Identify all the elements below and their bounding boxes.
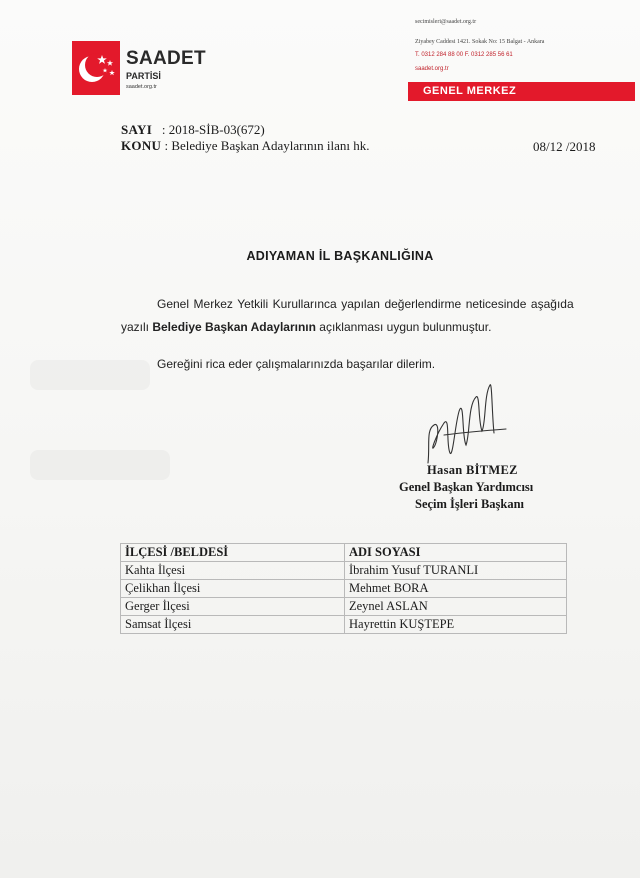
contact-address: Ziyabey Caddesi 1421. Sokak No: 15 Balgat - Ankara [415, 39, 545, 45]
column-header-district: İLÇESİ /BELDESİ [121, 544, 345, 562]
brand-name: SAADET [126, 48, 206, 69]
contact-phone: T. 0312 284 88 00 F. 0312 285 56 61 [415, 52, 513, 58]
p1-suffix: açıklanması uygun bulunmuştur. [315, 320, 492, 334]
district-cell: Kahta İlçesi [121, 562, 345, 580]
signer-title-2: Seçim İşleri Başkanı [415, 497, 525, 511]
candidate-cell: Zeynel ASLAN [345, 598, 567, 616]
contact-email: secimisleri@saadet.org.tr [415, 19, 477, 25]
paragraph-2: Gereğini rica eder çalışmalarınızda başarılar dilerim. [157, 357, 436, 371]
party-logo [72, 41, 120, 95]
candidate-cell: İbrahim Yusuf TURANLI [345, 562, 567, 580]
signer-title-1: Genel Başkan Yardımcısı [399, 480, 534, 494]
unit-banner [408, 82, 635, 101]
paragraph-1-line-2 [121, 320, 491, 334]
scan-shadow [30, 450, 170, 480]
district-cell: Samsat İlçesi [121, 616, 345, 634]
district-cell: Gerger İlçesi [121, 598, 345, 616]
signature-image [420, 375, 530, 475]
brand-website: saadet.org.tr [126, 84, 157, 90]
candidate-cell: Mehmet BORA [345, 580, 567, 598]
column-header-name: ADI SOYASI [345, 544, 567, 562]
document-date: 08/12 /2018 [533, 139, 596, 154]
candidate-cell: Hayrettin KUŞTEPE [345, 616, 567, 634]
sayi-label: SAYI [121, 122, 153, 137]
district-cell: Çelikhan İlçesi [121, 580, 345, 598]
table-row [121, 598, 567, 616]
konu-value: : Belediye Başkan Adaylarının ilanı hk. [164, 138, 370, 153]
brand-subtitle: PARTİSİ [126, 71, 161, 81]
contact-website: saadet.org.tr [415, 66, 449, 72]
table-row [121, 562, 567, 580]
unit-label: GENEL MERKEZ [423, 85, 517, 97]
p1-bold: Belediye Başkan Adaylarının [152, 320, 316, 334]
konu-label: KONU [121, 138, 162, 153]
addressee-heading: ADIYAMAN İL BAŞKANLIĞINA [246, 249, 434, 263]
table-row [121, 580, 567, 598]
brand-block [126, 49, 206, 91]
p1-prefix: yazılı [121, 320, 153, 334]
konu-line [121, 138, 370, 154]
scan-shadow [30, 360, 150, 390]
sayi-value: : 2018-SİB-03(672) [161, 122, 265, 137]
sayi-line [121, 122, 265, 138]
paragraph-1-line-1: Genel Merkez Yetkili Kurullarınca yapılan değerlendirme neticesinde aşağıda [157, 297, 574, 311]
table-row [121, 616, 567, 634]
candidates-table [120, 543, 567, 634]
table-header-row [121, 544, 567, 562]
signer-name: Hasan BİTMEZ [427, 463, 518, 477]
